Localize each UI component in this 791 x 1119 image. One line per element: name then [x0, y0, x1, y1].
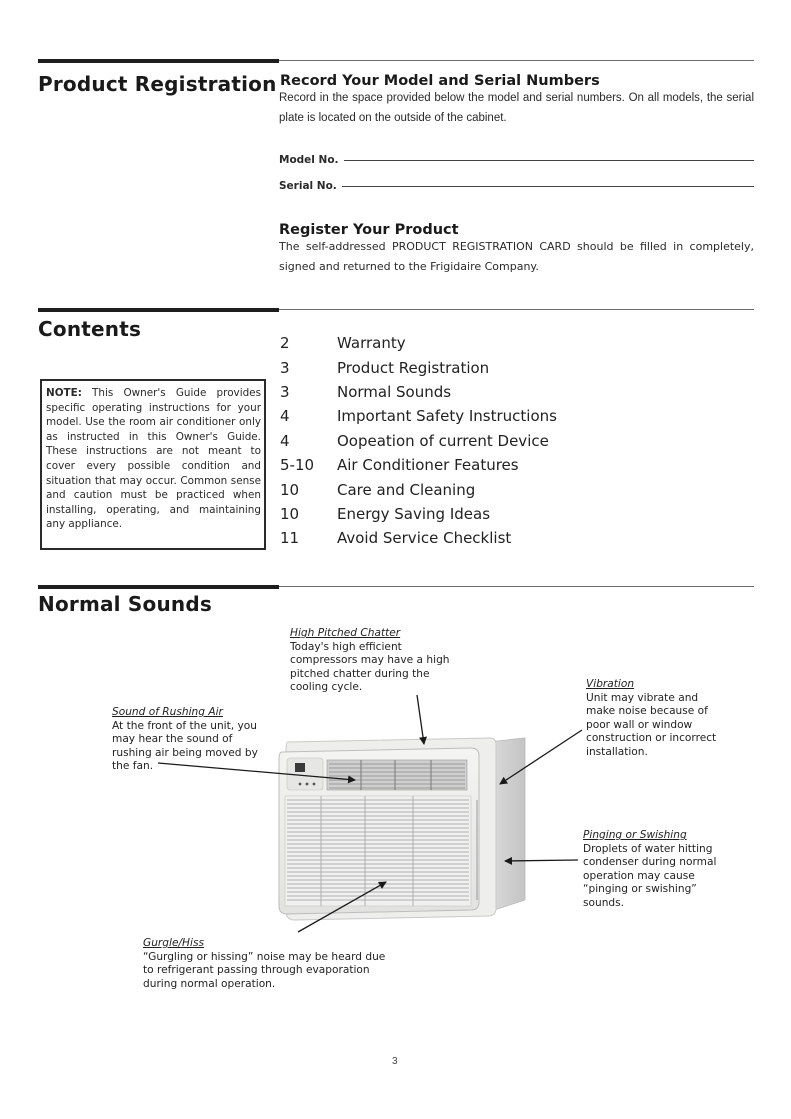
- callout-line: the fan.: [112, 760, 154, 772]
- register-product-title: Register Your Product: [279, 222, 459, 238]
- callout-line: construction or incorrect: [586, 732, 717, 744]
- toc-title: Avoid Service Checklist: [337, 529, 512, 548]
- note-box: [40, 379, 266, 550]
- product-registration-heading: Product Registration: [38, 72, 277, 96]
- register-product-text: The self-addressed PRODUCT REGISTRATION CARD should be filled in completely, signed and returned to the Frigidaire Company.: [279, 240, 754, 273]
- toc-page: 4: [280, 407, 290, 426]
- callout-title: High Pitched Chatter: [290, 627, 401, 639]
- callout-title: Pinging or Swishing: [583, 829, 687, 841]
- toc-item[interactable]: [280, 526, 620, 550]
- callout-line: At the front of the unit, you: [112, 719, 257, 732]
- toc-title: Warranty: [337, 334, 406, 353]
- callout-line: condenser during normal: [583, 856, 717, 868]
- callout-line: “Gurgling or hissing” noise may be heard due: [143, 950, 386, 963]
- callout-rushing-air: [112, 706, 287, 774]
- note-text: This Owner's Guide provides specific operating instructions for your model. Use the room air conditioner only as instructed in this Owner's Guide. These instructions are not meant to cover every possible condition and situation that may occur. Common sense and caution must be practiced when installing, operating, and maintaining any appliance.: [46, 387, 261, 531]
- callout-line: operation may cause: [583, 869, 695, 882]
- normal-sounds-heading: Normal Sounds: [38, 592, 212, 616]
- serial-number-row: [279, 176, 754, 192]
- callout-line: rushing air being moved by: [112, 746, 258, 759]
- callout-line: sounds.: [583, 896, 625, 909]
- callout-pinging-swishing: [583, 829, 753, 910]
- callout-line: poor wall or window: [586, 718, 693, 731]
- toc-title: Air Conditioner Features: [337, 456, 519, 475]
- callout-line: to refrigerant passing through evaporation: [143, 964, 370, 976]
- toc-item[interactable]: [280, 477, 620, 501]
- toc-page: 10: [280, 504, 300, 523]
- callout-line: Unit may vibrate and: [586, 691, 699, 704]
- toc-page: 2: [280, 334, 290, 353]
- callout-line: Today's high efficient: [290, 640, 402, 653]
- page-number: 3: [392, 1056, 398, 1067]
- callout-title: Gurgle/Hiss: [143, 937, 204, 949]
- toc-page: 5-10: [280, 456, 315, 475]
- toc-item[interactable]: [280, 502, 620, 526]
- section-divider-accent: [38, 585, 279, 589]
- toc-item[interactable]: [280, 380, 620, 404]
- table-of-contents: [280, 331, 620, 551]
- callout-line: “pinging or swishing”: [583, 883, 697, 895]
- serial-number-field[interactable]: [342, 176, 754, 187]
- toc-item[interactable]: [280, 331, 620, 355]
- toc-title: Energy Saving Ideas: [337, 504, 491, 523]
- air-conditioner-illustration: [255, 690, 585, 935]
- toc-page: 4: [280, 431, 290, 450]
- callout-line: may hear the sound of: [112, 733, 233, 745]
- record-numbers-title: Record Your Model and Serial Numbers: [280, 73, 600, 89]
- toc-page: 3: [280, 358, 290, 377]
- callout-line: Droplets of water hitting: [583, 842, 713, 855]
- section-divider-accent: [38, 308, 279, 312]
- callout-title: Sound of Rushing Air: [112, 706, 223, 718]
- section-divider-accent: [38, 59, 279, 63]
- record-numbers-text: Record in the space provided below the model and serial numbers. On all models, the serial plate is located on the outside of the cabinet.: [279, 92, 754, 124]
- model-number-row: [279, 150, 754, 166]
- callout-title: Vibration: [586, 678, 635, 690]
- callout-line: during normal operation.: [143, 977, 276, 990]
- toc-item[interactable]: [280, 404, 620, 428]
- toc-item[interactable]: [280, 453, 620, 477]
- callout-vibration: [586, 678, 756, 759]
- callout-high-pitched-chatter: [290, 627, 480, 695]
- toc-title: Care and Cleaning: [337, 480, 476, 499]
- note-label: NOTE:: [46, 387, 82, 399]
- toc-page: 11: [280, 529, 300, 548]
- toc-item[interactable]: [280, 429, 620, 453]
- model-number-label: Model No.: [279, 154, 339, 166]
- serial-number-label: Serial No.: [279, 180, 337, 192]
- toc-title: Product Registration: [337, 358, 490, 377]
- toc-item[interactable]: [280, 355, 620, 379]
- toc-title: Normal Sounds: [337, 382, 452, 401]
- callout-line: compressors may have a high: [290, 654, 450, 666]
- toc-title: Oopeation of current Device: [337, 431, 549, 450]
- callout-line: pitched chatter during the: [290, 667, 430, 680]
- callout-line: installation.: [586, 745, 648, 758]
- toc-page: 3: [280, 382, 290, 401]
- callout-line: make noise because of: [586, 705, 708, 717]
- contents-heading: Contents: [38, 317, 142, 341]
- toc-page: 10: [280, 480, 300, 499]
- callout-line: cooling cycle.: [290, 681, 363, 693]
- toc-title: Important Safety Instructions: [337, 407, 557, 426]
- callout-gurgle-hiss: [143, 937, 423, 991]
- model-number-field[interactable]: [344, 150, 754, 161]
